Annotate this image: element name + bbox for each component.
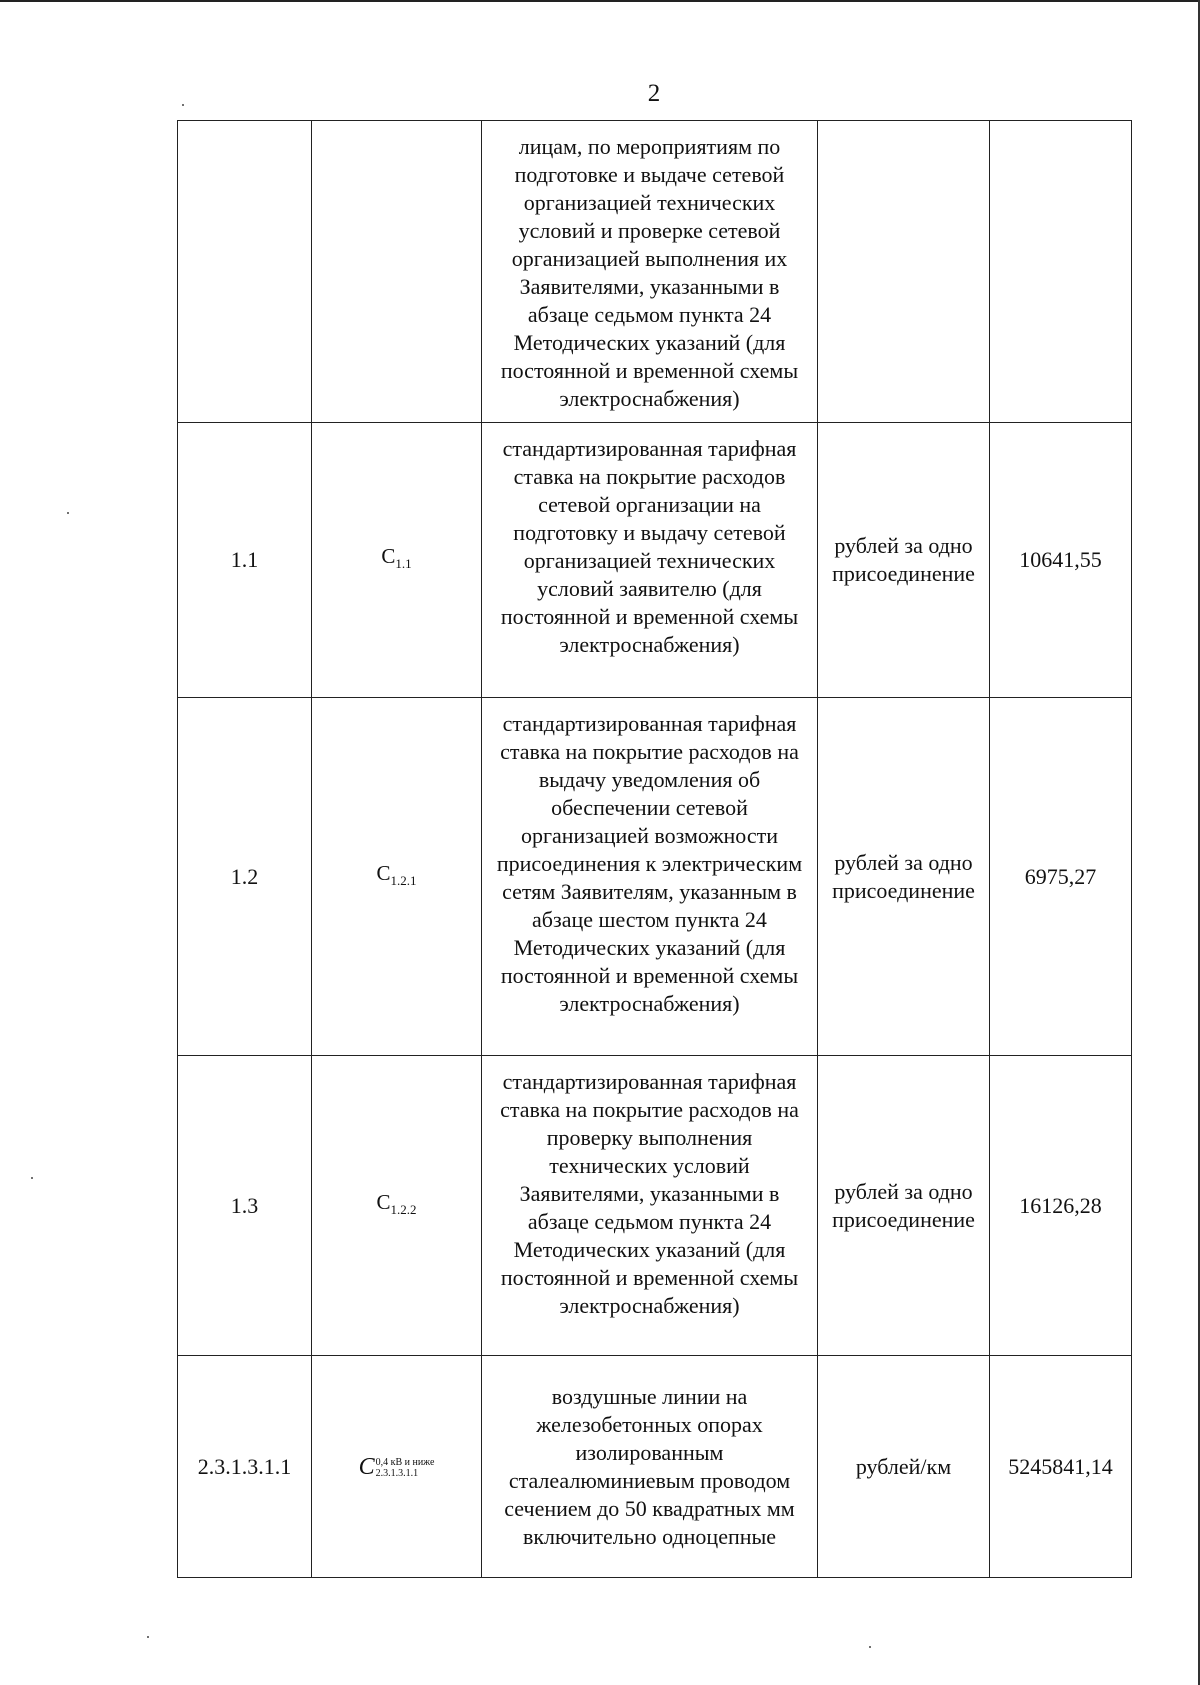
tariff-rates-table (177, 120, 1132, 1578)
rate-symbol-subscript: 2.3.1.3.1.1 (375, 1468, 419, 1480)
value-cell: 5245841,14 (990, 1356, 1132, 1578)
rate-symbol-base: С (376, 1189, 391, 1214)
description-cell: стандартизированная тарифная ставка на покрытие расходов на проверку выполнения технических условий Заявителями, указанными в абзаце седьмом пункта 24 Методических указаний (для постоянной и временной схемы электроснабжения) (482, 1056, 818, 1356)
row-number-cell: 1.1 (178, 423, 312, 698)
table-row (178, 1056, 1132, 1356)
rate-symbol-base: C (358, 1453, 375, 1480)
rate-symbol-cell (312, 1056, 482, 1356)
scan-speck (869, 1646, 871, 1648)
unit-cell: рублей за одно присоединение (818, 698, 990, 1056)
row-number-cell: 1.3 (178, 1056, 312, 1356)
rate-symbol-indices (376, 1457, 435, 1479)
unit-cell: рублей/км (818, 1356, 990, 1578)
rate-symbol-cell (312, 698, 482, 1056)
value-cell: 6975,27 (990, 698, 1132, 1056)
table-row (178, 698, 1132, 1056)
unit-cell: рублей за одно присоединение (818, 423, 990, 698)
table-row (178, 121, 1132, 423)
description-cell: лицам, по мероприятиям по подготовке и выдаче сетевой организацией технических условий и проверке сетевой организацией выполнения их Заявителями, указанными в абзаце седьмом пункта 24 Методических указаний (для постоянной и временной схемы электроснабжения) (482, 121, 818, 423)
table-row (178, 423, 1132, 698)
page-number: 2 (647, 80, 661, 107)
scan-speck (147, 1636, 149, 1638)
rate-symbol-subscript: 1.1 (395, 556, 412, 571)
unit-cell: рублей за одно присоединение (818, 1056, 990, 1356)
row-number-cell: 1.2 (178, 698, 312, 1056)
table-row (178, 1356, 1132, 1578)
scan-speck (31, 1177, 33, 1179)
scan-edge-top (0, 0, 1200, 2)
unit-cell (818, 121, 990, 423)
description-cell: воздушные линии на железобетонных опорах изолированным сталеалюминиевым проводом сечением до 50 квадратных мм включительно одноцепные (482, 1356, 818, 1578)
scan-speck (67, 512, 69, 514)
rate-symbol-subscript: 1.2.1 (390, 872, 417, 888)
value-cell: 16126,28 (990, 1056, 1132, 1356)
rate-symbol-subscript: 1.2.2 (390, 1201, 417, 1217)
description-cell: стандартизированная тарифная ставка на покрытие расходов на выдачу уведомления об обеспечении сетевой организацией возможности присоединения к электрическим сетям Заявителям, указанным в абзаце шестом пункта 24 Методических указаний (для постоянной и временной схемы электроснабжения) (482, 698, 818, 1056)
rate-symbol-cell (312, 121, 482, 423)
rate-symbol-base: С (381, 544, 396, 568)
rate-symbol-cell (312, 1356, 482, 1578)
row-number-cell: 2.3.1.3.1.1 (178, 1356, 312, 1578)
value-cell (990, 121, 1132, 423)
row-number-cell (178, 121, 312, 423)
scan-speck (182, 104, 184, 106)
rate-symbol-superscript: 0,4 кВ и ниже (375, 1457, 435, 1469)
rate-symbol-base: С (376, 860, 391, 885)
description-cell: стандартизированная тарифная ставка на покрытие расходов сетевой организации на подготовку и выдачу сетевой организацией технических условий заявителю (для постоянной и временной схемы электроснабжения) (482, 423, 818, 698)
rate-symbol-cell (312, 423, 482, 698)
value-cell: 10641,55 (990, 423, 1132, 698)
